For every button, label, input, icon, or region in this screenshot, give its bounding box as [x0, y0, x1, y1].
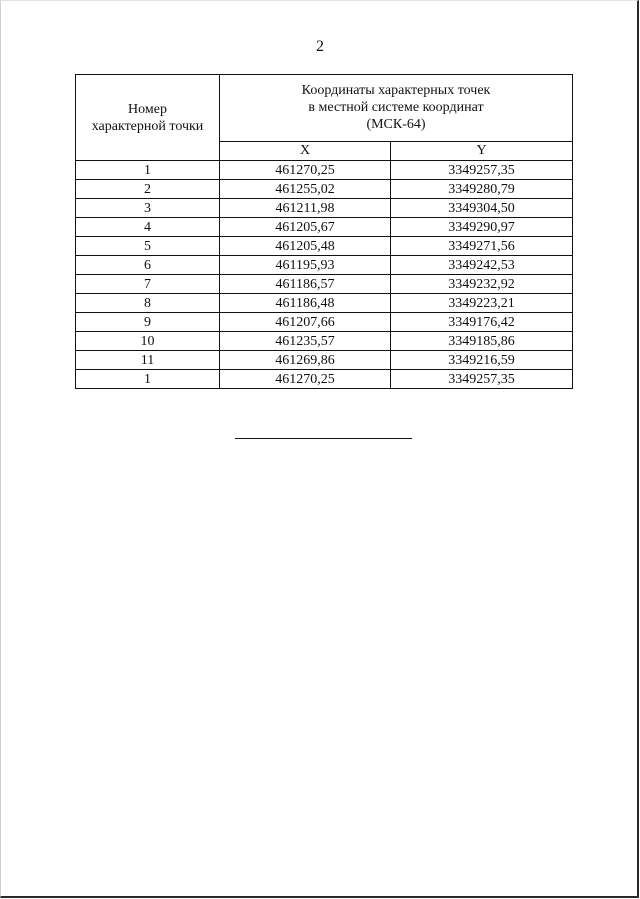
- point-number-cell: 1: [76, 370, 220, 389]
- point-number-cell: 2: [76, 180, 220, 199]
- y-column-header: Y: [391, 141, 573, 160]
- coordinates-header: [220, 75, 573, 142]
- table-row: [76, 180, 573, 199]
- point-number-cell: 9: [76, 313, 220, 332]
- y-coordinate-cell: 3349280,79: [391, 180, 573, 199]
- table-row: [76, 256, 573, 275]
- point-number-cell: 6: [76, 256, 220, 275]
- y-coordinate-cell: 3349271,56: [391, 237, 573, 256]
- table-row: [76, 275, 573, 294]
- x-coordinate-cell: 461186,57: [220, 275, 391, 294]
- table-row: [76, 218, 573, 237]
- x-coordinate-cell: 461269,86: [220, 351, 391, 370]
- x-coordinate-cell: 461207,66: [220, 313, 391, 332]
- page-number: 2: [316, 38, 324, 55]
- end-of-document-rule: [235, 438, 412, 439]
- y-coordinate-cell: 3349223,21: [391, 294, 573, 313]
- coordinates-table: [75, 74, 573, 389]
- point-number-cell: 7: [76, 275, 220, 294]
- point-number-cell: 8: [76, 294, 220, 313]
- point-number-cell: 5: [76, 237, 220, 256]
- point-number-cell: 1: [76, 161, 220, 180]
- coordinates-header-line: в местной системе координат: [308, 100, 484, 116]
- x-column-header: X: [220, 141, 391, 160]
- table-row: [76, 332, 573, 351]
- table-row: [76, 237, 573, 256]
- point-number-cell: 11: [76, 351, 220, 370]
- y-coordinate-cell: 3349216,59: [391, 351, 573, 370]
- y-coordinate-cell: 3349304,50: [391, 199, 573, 218]
- y-coordinate-cell: 3349232,92: [391, 275, 573, 294]
- x-coordinate-cell: 461205,48: [220, 237, 391, 256]
- x-coordinate-cell: 461205,67: [220, 218, 391, 237]
- y-coordinate-cell: 3349185,86: [391, 332, 573, 351]
- coordinates-header-line: (МСК-64): [366, 117, 426, 133]
- point-number-header-line: характерной точки: [91, 118, 204, 134]
- x-coordinate-cell: 461270,25: [220, 161, 391, 180]
- y-coordinate-cell: 3349290,97: [391, 218, 573, 237]
- point-number-cell: 4: [76, 218, 220, 237]
- x-coordinate-cell: 461235,57: [220, 332, 391, 351]
- point-number-cell: 3: [76, 199, 220, 218]
- point-number-header-line: Номер: [128, 101, 167, 117]
- coordinates-header-line: Координаты характерных точек: [301, 83, 491, 99]
- point-number-cell: 10: [76, 332, 220, 351]
- x-coordinate-cell: 461195,93: [220, 256, 391, 275]
- table-row: [76, 199, 573, 218]
- x-coordinate-cell: 461211,98: [220, 199, 391, 218]
- point-number-header: [76, 75, 220, 161]
- x-coordinate-cell: 461255,02: [220, 180, 391, 199]
- table-row: [76, 351, 573, 370]
- table-row: [76, 161, 573, 180]
- x-coordinate-cell: 461186,48: [220, 294, 391, 313]
- y-coordinate-cell: 3349176,42: [391, 313, 573, 332]
- table-row: [76, 370, 573, 389]
- y-coordinate-cell: 3349257,35: [391, 370, 573, 389]
- table-row: [76, 294, 573, 313]
- x-coordinate-cell: 461270,25: [220, 370, 391, 389]
- table-row: [76, 313, 573, 332]
- y-coordinate-cell: 3349257,35: [391, 161, 573, 180]
- y-coordinate-cell: 3349242,53: [391, 256, 573, 275]
